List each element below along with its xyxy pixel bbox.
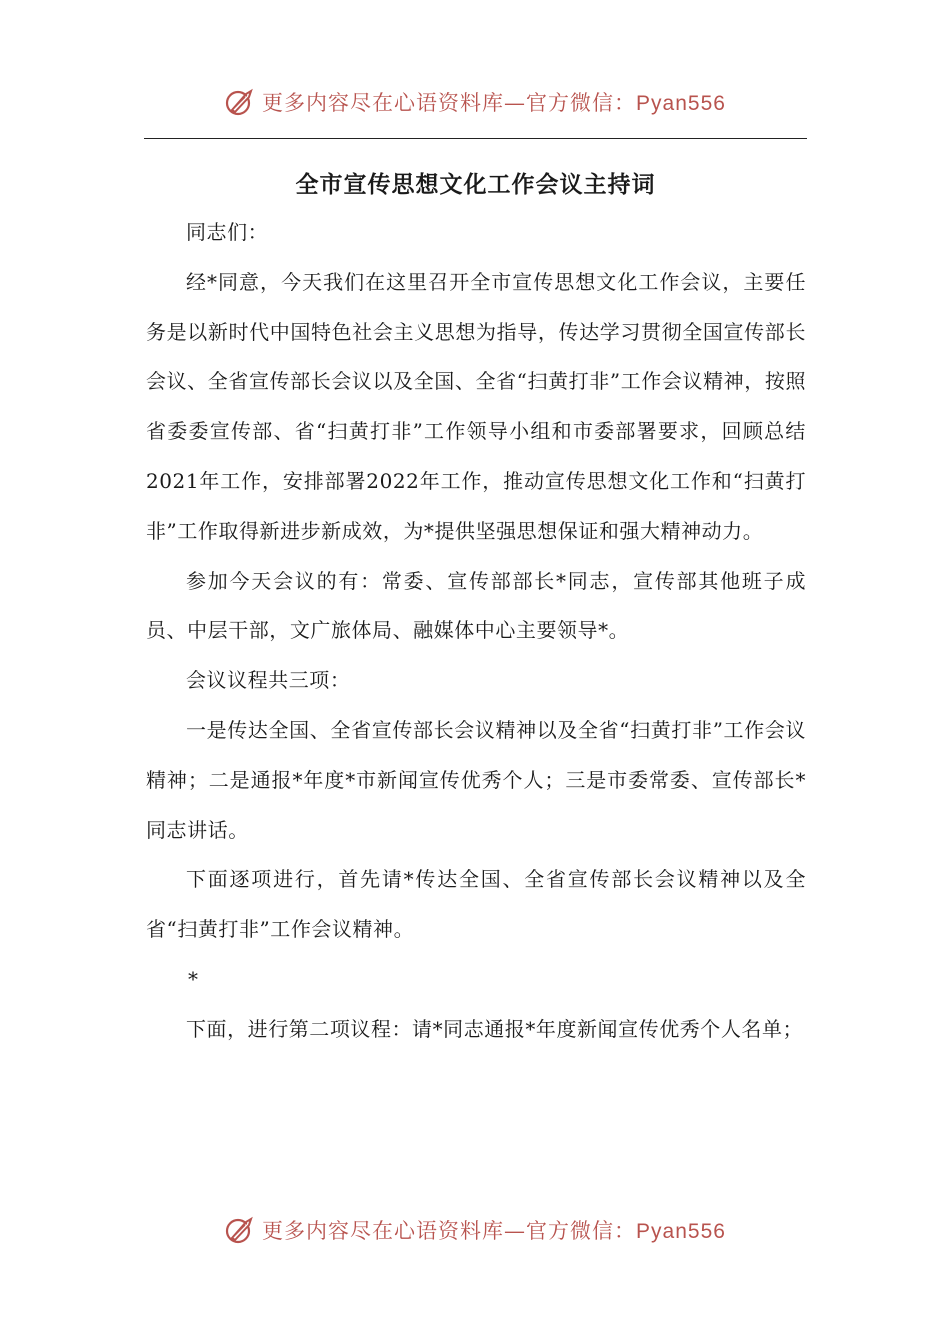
document-title: 全市宣传思想文化工作会议主持词: [295, 171, 656, 198]
banner-wechat-id: Pyan556: [636, 92, 726, 115]
paragraph-attendees: 参加今天会议的有：常委、宣传部部长*同志，宣传部其他班子成员、中层干部，文广旅体局、融媒体中心主要领导*。: [146, 568, 806, 643]
paragraph-intro: 经*同意，今天我们在这里召开全市宣传思想文化工作会议，主要任务是以新时代中国特色社会主义思想为指导，传达学习贯彻全国宣传部长会议、全省宣传部长会议以及全国、全省“扫黄打非”工作会议精神，按照省委委宣传部、省“扫黄打非”工作领导小组和市委部署要求，回顾总结2021年工作，安排部署2022年工作，推动宣传思想文化工作和“扫黄打非”工作取得新进步新成效，为*提供坚强思想保证和强大精神动力。: [146, 269, 806, 543]
paragraph-greeting: 同志们：: [186, 220, 269, 244]
paragraph-agenda-items: 一是传达全国、全省宣传部长会议精神以及全省“扫黄打非”工作会议精神；二是通报*年度*市新闻宣传优秀个人；三是市委常委、宣传部长*同志讲话。: [146, 717, 806, 842]
pen-logo-icon: [224, 86, 256, 118]
paragraph-second-item: 下面，进行第二项议程：请*同志通报*年度新闻宣传优秀个人名单；: [186, 1016, 804, 1041]
paragraph-separator: *: [188, 966, 199, 991]
header-divider: [144, 138, 807, 139]
banner-wechat-id: Pyan556: [636, 1220, 726, 1243]
paragraph-agenda-heading: 会议议程共三项：: [186, 668, 351, 693]
banner-text-cn: 更多内容尽在心语资料库—官方微信：: [262, 1219, 637, 1243]
pen-logo-icon: [224, 1214, 256, 1246]
paragraph-first-item: 下面逐项进行，首先请*传达全国、全省宣传部长会议精神以及全省“扫黄打非”工作会议精神。: [146, 867, 806, 942]
document-body: [146, 208, 806, 1055]
banner-text: [262, 87, 726, 117]
banner-text-cn: 更多内容尽在心语资料库—官方微信：: [262, 91, 637, 115]
header-banner: [0, 82, 950, 122]
footer-banner: [0, 1210, 950, 1250]
banner-text: [262, 1215, 726, 1245]
